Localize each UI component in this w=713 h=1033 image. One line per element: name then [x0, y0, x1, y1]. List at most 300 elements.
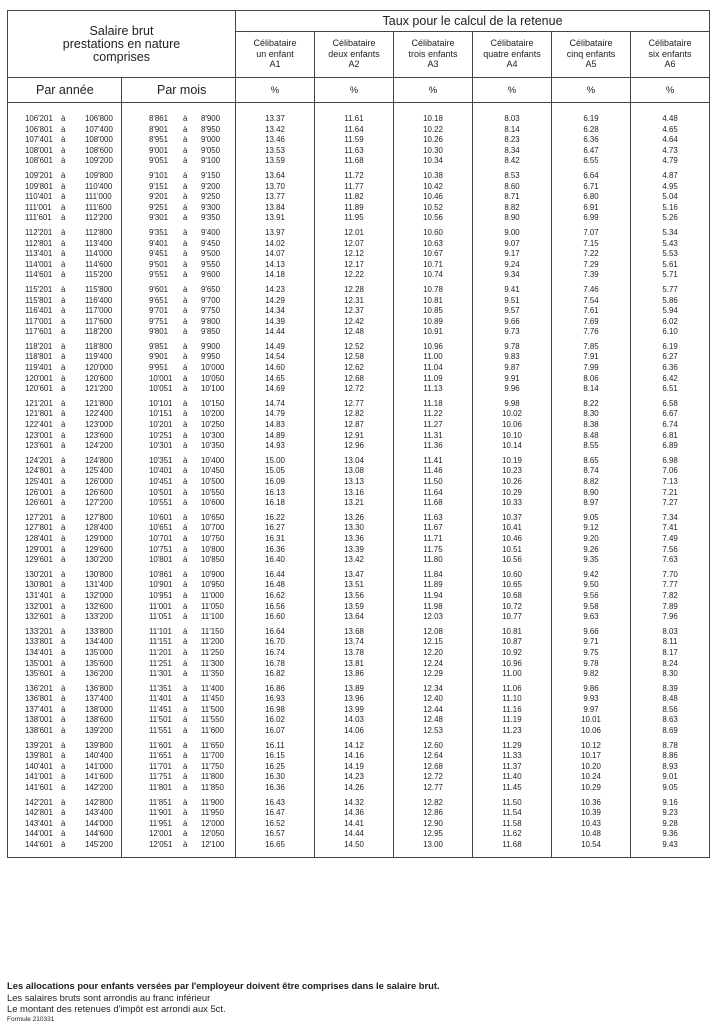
monthly-salary-range	[122, 741, 236, 752]
range-to: 111'600	[85, 202, 112, 212]
range-to: 123'600	[85, 430, 113, 440]
rate-a6: 9.01	[631, 772, 710, 783]
range-to: 10'450	[201, 466, 225, 476]
range-from: 136'801	[25, 694, 53, 704]
range-from: 10'001	[149, 373, 173, 383]
table-row	[8, 466, 710, 477]
rate-a1: 16.18	[236, 498, 315, 509]
range-to: 114'000	[85, 249, 113, 259]
monthly-salary-range	[122, 317, 236, 328]
range-to: 11'900	[201, 797, 224, 807]
range-to: 11'050	[201, 601, 224, 611]
annual-salary-range	[8, 213, 122, 224]
rate-a6: 6.89	[631, 441, 710, 452]
range-from: 127'801	[25, 523, 53, 533]
range-to: 144'600	[85, 829, 113, 839]
rate-a2: 12.42	[315, 317, 394, 328]
rate-a5: 9.86	[552, 684, 631, 695]
spacer-cell	[236, 103, 315, 115]
rate-a6: 5.04	[631, 192, 710, 203]
table-row	[8, 819, 710, 830]
range-separator: à	[183, 114, 188, 123]
range-from: 123'001	[25, 430, 53, 440]
range-separator: à	[183, 658, 188, 668]
range-separator: à	[183, 533, 188, 543]
unit-label: %	[315, 78, 394, 103]
rate-a1: 16.44	[236, 570, 315, 581]
spacer-cell	[122, 103, 236, 115]
rate-a4: 11.68	[473, 840, 552, 851]
rate-a5: 8.97	[552, 498, 631, 509]
range-to: 9'250	[201, 192, 221, 202]
rate-header: Taux pour le calcul de la retenue	[236, 11, 710, 32]
rate-a5: 8.48	[552, 431, 631, 442]
range-separator: à	[61, 455, 66, 465]
monthly-salary-range	[122, 648, 236, 659]
rate-a5: 10.20	[552, 762, 631, 773]
range-from: 144'001	[25, 829, 53, 839]
range-separator: à	[183, 270, 188, 280]
range-separator: à	[61, 637, 66, 647]
range-separator: à	[61, 818, 66, 828]
range-separator: à	[61, 170, 66, 180]
range-to: 10'250	[201, 420, 225, 430]
range-to: 9'700	[201, 295, 221, 305]
range-from: 11'751	[149, 772, 172, 782]
range-from: 106'801	[25, 124, 53, 134]
rate-a3: 11.27	[394, 420, 473, 431]
rate-a1: 16.15	[236, 751, 315, 762]
table-row	[8, 523, 710, 534]
annual-salary-range	[8, 441, 122, 452]
rate-a2: 11.61	[315, 114, 394, 125]
annual-salary-range	[8, 659, 122, 670]
monthly-salary-range	[122, 477, 236, 488]
rate-a2: 14.03	[315, 715, 394, 726]
table-row	[8, 374, 710, 385]
rate-a3: 10.67	[394, 249, 473, 260]
rate-a6: 6.51	[631, 384, 710, 395]
rate-a3: 10.63	[394, 239, 473, 250]
rate-a5: 7.91	[552, 352, 631, 363]
rate-a2: 12.48	[315, 327, 394, 338]
range-to: 111'000	[85, 192, 112, 202]
annual-salary-range	[8, 669, 122, 680]
monthly-salary-range	[122, 498, 236, 509]
rate-a5: 10.24	[552, 772, 631, 783]
range-from: 136'201	[25, 683, 53, 693]
range-from: 111'601	[25, 213, 52, 223]
range-from: 134'401	[25, 647, 53, 657]
range-from: 9'751	[149, 316, 169, 326]
rate-a5: 6.64	[552, 171, 631, 182]
range-separator: à	[183, 715, 188, 725]
range-separator: à	[183, 498, 188, 508]
range-to: 118'200	[85, 327, 113, 337]
rate-a4: 9.00	[473, 228, 552, 239]
rate-a1: 14.49	[236, 342, 315, 353]
rate-a1: 16.02	[236, 715, 315, 726]
rate-a4: 9.66	[473, 317, 552, 328]
rate-a2: 13.08	[315, 466, 394, 477]
table-row	[8, 783, 710, 794]
range-separator: à	[61, 808, 66, 818]
spacer-cell	[236, 851, 315, 858]
range-to: 114'600	[85, 259, 113, 269]
rate-a5: 8.65	[552, 456, 631, 467]
range-to: 11'400	[201, 683, 224, 693]
rate-a5: 8.14	[552, 384, 631, 395]
range-separator: à	[61, 306, 66, 316]
range-from: 10'201	[149, 420, 173, 430]
range-to: 107'400	[85, 124, 113, 134]
rate-a4: 9.57	[473, 306, 552, 317]
range-to: 11'000	[201, 590, 224, 600]
range-from: 117'601	[25, 327, 53, 337]
table-row	[8, 580, 710, 591]
range-from: 9'451	[149, 249, 169, 259]
spacer-cell	[315, 851, 394, 858]
range-to: 130'200	[85, 555, 113, 565]
rate-a4: 9.83	[473, 352, 552, 363]
column-header-a5	[552, 32, 631, 78]
range-to: 108'000	[85, 135, 113, 145]
monthly-salary-range	[122, 182, 236, 193]
range-separator: à	[183, 590, 188, 600]
rate-a6: 7.13	[631, 477, 710, 488]
rate-a5: 6.71	[552, 182, 631, 193]
table-row	[8, 384, 710, 395]
range-to: 10'700	[201, 523, 225, 533]
annual-salary-range	[8, 409, 122, 420]
table-row	[8, 741, 710, 752]
monthly-salary-range	[122, 135, 236, 146]
rate-a1: 15.05	[236, 466, 315, 477]
range-separator: à	[61, 740, 66, 750]
annual-salary-range	[8, 602, 122, 613]
range-from: 120'001	[25, 373, 53, 383]
rate-a3: 12.64	[394, 751, 473, 762]
rate-a6: 8.78	[631, 741, 710, 752]
annual-salary-range	[8, 270, 122, 281]
rate-a5: 10.48	[552, 829, 631, 840]
rate-a6: 7.49	[631, 534, 710, 545]
annual-salary-range	[8, 637, 122, 648]
rate-a1: 13.53	[236, 146, 315, 157]
range-from: 135'601	[25, 669, 53, 679]
rate-a6: 8.30	[631, 669, 710, 680]
rate-a4: 11.62	[473, 829, 552, 840]
monthly-salary-range	[122, 705, 236, 716]
range-to: 9'050	[201, 145, 221, 155]
rate-a6: 4.73	[631, 146, 710, 157]
range-separator: à	[61, 512, 66, 522]
rate-a2: 13.68	[315, 627, 394, 638]
range-to: 121'200	[85, 384, 113, 394]
range-to: 128'400	[85, 523, 113, 533]
rate-a5: 7.22	[552, 249, 631, 260]
range-separator: à	[183, 170, 188, 180]
range-to: 9'450	[201, 238, 221, 248]
salary-header	[8, 11, 236, 78]
range-from: 11'601	[149, 740, 172, 750]
range-from: 9'201	[149, 192, 169, 202]
rate-a2: 14.32	[315, 798, 394, 809]
rate-a2: 12.87	[315, 420, 394, 431]
monthly-salary-range	[122, 296, 236, 307]
rate-a3: 10.85	[394, 306, 473, 317]
rate-a3: 11.80	[394, 555, 473, 566]
rate-a1: 14.89	[236, 431, 315, 442]
table-row	[8, 203, 710, 214]
rate-a3: 11.94	[394, 591, 473, 602]
range-separator: à	[183, 352, 188, 362]
rate-a4: 9.34	[473, 270, 552, 281]
range-from: 140'401	[25, 761, 53, 771]
annual-salary-range	[8, 726, 122, 737]
annual-salary-range	[8, 612, 122, 623]
table-row	[8, 669, 710, 680]
monthly-salary-range	[122, 431, 236, 442]
rate-a1: 14.69	[236, 384, 315, 395]
range-separator: à	[183, 612, 188, 622]
range-from: 115'201	[25, 284, 53, 294]
range-separator: à	[183, 797, 188, 807]
rate-a2: 13.21	[315, 498, 394, 509]
rate-a1: 16.74	[236, 648, 315, 659]
range-from: 11'651	[149, 751, 172, 761]
rate-a4: 8.90	[473, 213, 552, 224]
range-to: 11'150	[201, 626, 224, 636]
column-header-a3	[394, 32, 473, 78]
rate-a4: 11.54	[473, 808, 552, 819]
table-row	[8, 762, 710, 773]
rate-a6: 8.17	[631, 648, 710, 659]
rate-a1: 16.64	[236, 627, 315, 638]
annual-salary-range	[8, 363, 122, 374]
rate-a4: 8.71	[473, 192, 552, 203]
rate-a4: 9.41	[473, 285, 552, 296]
rate-a2: 14.16	[315, 751, 394, 762]
rate-a5: 6.91	[552, 203, 631, 214]
rate-a3: 12.48	[394, 715, 473, 726]
spacer-cell	[394, 103, 473, 115]
rate-a3: 11.50	[394, 477, 473, 488]
annual-salary-range	[8, 352, 122, 363]
rate-a6: 4.87	[631, 171, 710, 182]
rate-a6: 6.42	[631, 374, 710, 385]
rate-a4: 11.45	[473, 783, 552, 794]
rate-a6: 7.27	[631, 498, 710, 509]
range-separator: à	[61, 409, 66, 419]
rate-a1: 13.84	[236, 203, 315, 214]
monthly-salary-range	[122, 580, 236, 591]
rate-a3: 12.03	[394, 612, 473, 623]
rate-a4: 11.37	[473, 762, 552, 773]
range-from: 142'801	[25, 808, 53, 818]
table-row	[8, 570, 710, 581]
range-to: 12'100	[201, 840, 225, 849]
rate-a5: 10.12	[552, 741, 631, 752]
range-from: 130'801	[25, 580, 53, 590]
table-row	[8, 363, 710, 374]
annual-salary-range	[8, 783, 122, 794]
annual-salary-range	[8, 171, 122, 182]
table-row	[8, 192, 710, 203]
rate-a3: 10.71	[394, 260, 473, 271]
range-from: 121'201	[25, 398, 53, 408]
range-to: 136'800	[85, 683, 113, 693]
annual-salary-range	[8, 808, 122, 819]
range-from: 10'651	[149, 523, 173, 533]
annual-salary-range	[8, 384, 122, 395]
rate-a4: 10.33	[473, 498, 552, 509]
rate-a3: 12.15	[394, 637, 473, 648]
range-separator: à	[61, 647, 66, 657]
table-row	[8, 648, 710, 659]
range-from: 128'401	[25, 533, 53, 543]
rate-a5: 6.28	[552, 125, 631, 136]
range-from: 141'601	[25, 783, 53, 793]
range-to: 10'900	[201, 569, 225, 579]
rate-a5: 7.61	[552, 306, 631, 317]
range-from: 11'301	[149, 669, 172, 679]
rate-a6: 5.43	[631, 239, 710, 250]
rate-a5: 8.38	[552, 420, 631, 431]
monthly-salary-range	[122, 466, 236, 477]
rate-a3: 10.46	[394, 192, 473, 203]
rate-a5: 7.46	[552, 285, 631, 296]
rate-a1: 13.70	[236, 182, 315, 193]
annual-salary-range	[8, 431, 122, 442]
table-row	[8, 156, 710, 167]
rate-a6: 4.79	[631, 156, 710, 167]
range-to: 9'100	[201, 156, 221, 166]
range-from: 9'801	[149, 327, 169, 337]
annual-salary-range	[8, 203, 122, 214]
range-from: 10'901	[149, 580, 173, 590]
rate-a2: 12.52	[315, 342, 394, 353]
rate-a6: 8.24	[631, 659, 710, 670]
range-to: 118'800	[85, 341, 113, 351]
rate-a3: 10.34	[394, 156, 473, 167]
monthly-salary-range	[122, 627, 236, 638]
range-to: 115'200	[85, 270, 113, 280]
annual-salary-range	[8, 513, 122, 524]
monthly-salary-range	[122, 591, 236, 602]
annual-salary-range	[8, 798, 122, 809]
range-separator: à	[183, 555, 188, 565]
rate-a4: 8.14	[473, 125, 552, 136]
rate-a6: 7.82	[631, 591, 710, 602]
rate-a2: 13.39	[315, 545, 394, 556]
rate-a2: 12.96	[315, 441, 394, 452]
rate-a5: 7.99	[552, 363, 631, 374]
range-to: 11'350	[201, 669, 224, 679]
rate-a4: 10.23	[473, 466, 552, 477]
range-separator: à	[183, 384, 188, 394]
rate-a2: 11.63	[315, 146, 394, 157]
range-from: 133'801	[25, 637, 53, 647]
column-header-line: A3	[427, 59, 439, 69]
range-to: 11'450	[201, 694, 224, 704]
per-month-header: Par mois	[122, 78, 236, 103]
monthly-salary-range	[122, 513, 236, 524]
monthly-salary-range	[122, 213, 236, 224]
rate-a6: 9.43	[631, 840, 710, 851]
rate-a3: 12.86	[394, 808, 473, 819]
rate-a3: 11.67	[394, 523, 473, 534]
rate-a4: 11.29	[473, 741, 552, 752]
range-to: 11'950	[201, 808, 224, 818]
range-separator: à	[61, 284, 66, 294]
range-separator: à	[61, 384, 66, 394]
range-to: 143'400	[85, 808, 113, 818]
spacer-row	[8, 103, 710, 115]
range-separator: à	[183, 373, 188, 383]
rate-a3: 12.82	[394, 798, 473, 809]
range-separator: à	[183, 580, 188, 590]
rate-a3: 10.38	[394, 171, 473, 182]
column-header-line: six enfants	[648, 48, 692, 59]
column-header-line: trois enfants	[408, 48, 458, 59]
range-to: 112'200	[85, 213, 113, 223]
range-to: 133'200	[85, 612, 113, 622]
rate-a2: 13.86	[315, 669, 394, 680]
rate-a1: 14.13	[236, 260, 315, 271]
rate-a5: 10.54	[552, 840, 631, 851]
annual-salary-range	[8, 249, 122, 260]
annual-salary-range	[8, 840, 122, 851]
rate-a3: 12.20	[394, 648, 473, 659]
column-header-line: Célibataire	[490, 38, 534, 48]
rate-a5: 7.85	[552, 342, 631, 353]
range-from: 114'001	[25, 259, 53, 269]
rate-a2: 13.59	[315, 602, 394, 613]
range-from: 137'401	[25, 704, 53, 714]
range-separator: à	[183, 694, 188, 704]
range-separator: à	[61, 270, 66, 280]
monthly-salary-range	[122, 751, 236, 762]
range-separator: à	[183, 783, 188, 793]
rate-a5: 10.39	[552, 808, 631, 819]
annual-salary-range	[8, 114, 122, 125]
range-from: 11'451	[149, 704, 172, 714]
range-separator: à	[183, 626, 188, 636]
rate-a4: 8.60	[473, 182, 552, 193]
table-row	[8, 182, 710, 193]
rate-a6: 5.53	[631, 249, 710, 260]
range-to: 11'200	[201, 637, 224, 647]
range-from: 9'551	[149, 270, 169, 280]
annual-salary-range	[8, 466, 122, 477]
rate-a6: 7.70	[631, 570, 710, 581]
rate-a1: 16.11	[236, 741, 315, 752]
rate-a1: 16.56	[236, 602, 315, 613]
range-from: 121'801	[25, 409, 53, 419]
range-from: 139'201	[25, 740, 53, 750]
range-separator: à	[61, 213, 66, 223]
rate-a4: 9.17	[473, 249, 552, 260]
range-to: 9'750	[201, 306, 221, 316]
rate-a3: 12.34	[394, 684, 473, 695]
monthly-salary-range	[122, 384, 236, 395]
range-separator: à	[61, 523, 66, 533]
range-separator: à	[183, 772, 188, 782]
rate-a3: 10.89	[394, 317, 473, 328]
rate-a6: 8.48	[631, 694, 710, 705]
rate-a4: 8.23	[473, 135, 552, 146]
